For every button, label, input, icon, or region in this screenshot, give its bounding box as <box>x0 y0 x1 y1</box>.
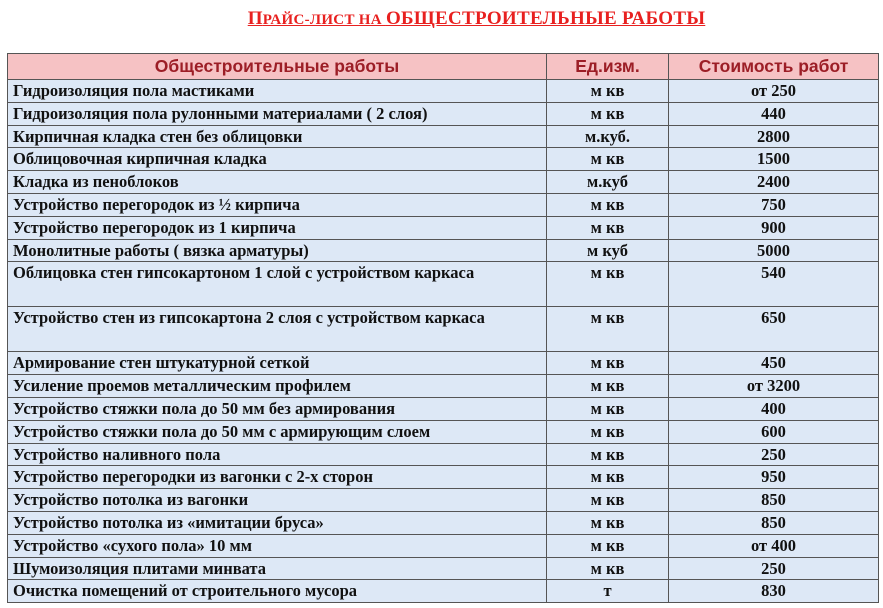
table-row <box>8 80 879 103</box>
table-row <box>8 534 879 557</box>
row-name: Гидроизоляция пола мастиками <box>8 80 547 103</box>
table-row <box>8 193 879 216</box>
row-cost: 850 <box>669 489 879 512</box>
table-row <box>8 443 879 466</box>
table-row <box>8 489 879 512</box>
row-name: Облицовочная кирпичная кладка <box>8 148 547 171</box>
table-row <box>8 352 879 375</box>
row-cost: 400 <box>669 397 879 420</box>
table-row <box>8 171 879 194</box>
table-header-row <box>8 54 879 80</box>
row-name: Устройство перегородок из 1 кирпича <box>8 216 547 239</box>
row-unit: м кв <box>547 466 669 489</box>
row-name: Кирпичная кладка стен без облицовки <box>8 125 547 148</box>
table-row <box>8 511 879 534</box>
row-unit: м.куб. <box>547 125 669 148</box>
row-cost: 5000 <box>669 239 879 262</box>
row-name: Устройство наливного пола <box>8 443 547 466</box>
row-name: Армирование стен штукатурной сеткой <box>8 352 547 375</box>
header-unit: Ед.изм. <box>547 54 669 80</box>
page-title <box>0 8 883 30</box>
row-name: Устройство стяжки пола до 50 мм с армирующим слоем <box>8 420 547 443</box>
table-row <box>8 239 879 262</box>
row-name: Облицовка стен гипсокартоном 1 слой с устройством каркаса <box>8 262 547 307</box>
row-unit: м кв <box>547 148 669 171</box>
row-cost: 830 <box>669 580 879 603</box>
row-unit: м кв <box>547 193 669 216</box>
row-name: Устройство стяжки пола до 50 мм без армирования <box>8 397 547 420</box>
row-name: Устройство «сухого пола» 10 мм <box>8 534 547 557</box>
row-unit: м кв <box>547 216 669 239</box>
row-name: Кладка из пеноблоков <box>8 171 547 194</box>
row-unit: м кв <box>547 307 669 352</box>
row-unit: м кв <box>547 102 669 125</box>
row-cost: 440 <box>669 102 879 125</box>
row-cost: 950 <box>669 466 879 489</box>
row-name: Монолитные работы ( вязка арматуры) <box>8 239 547 262</box>
table-row <box>8 125 879 148</box>
header-work: Общестроительные работы <box>8 54 547 80</box>
row-unit: м кв <box>547 375 669 398</box>
row-cost: 1500 <box>669 148 879 171</box>
row-name: Устройство потолка из «имитации бруса» <box>8 511 547 534</box>
table-row <box>8 397 879 420</box>
row-cost: от 400 <box>669 534 879 557</box>
row-unit: м куб <box>547 239 669 262</box>
row-cost: от 250 <box>669 80 879 103</box>
row-cost: от 3200 <box>669 375 879 398</box>
row-cost: 250 <box>669 557 879 580</box>
table-row <box>8 375 879 398</box>
row-name: Устройство перегородки из вагонки с 2-х сторон <box>8 466 547 489</box>
table-row <box>8 216 879 239</box>
row-cost: 540 <box>669 262 879 307</box>
row-unit: м кв <box>547 534 669 557</box>
row-unit: м кв <box>547 420 669 443</box>
row-unit: м кв <box>547 80 669 103</box>
table-row <box>8 420 879 443</box>
table-row <box>8 557 879 580</box>
row-name: Устройство перегородок из ½ кирпича <box>8 193 547 216</box>
row-name: Гидроизоляция пола рулонными материалами ( 2 слоя) <box>8 102 547 125</box>
table-row <box>8 466 879 489</box>
row-unit: м кв <box>547 443 669 466</box>
row-name: Очистка помещений от строительного мусора <box>8 580 547 603</box>
row-unit: м кв <box>547 262 669 307</box>
row-cost: 600 <box>669 420 879 443</box>
title-main-part: ОБЩЕСТРОИТЕЛЬНЫЕ РАБОТЫ <box>385 8 706 29</box>
row-cost: 450 <box>669 352 879 375</box>
row-unit: м кв <box>547 352 669 375</box>
row-cost: 250 <box>669 443 879 466</box>
row-unit: м кв <box>547 557 669 580</box>
table-row <box>8 307 879 352</box>
title-smallcaps-part: РАЙС-ЛИСТ НА <box>262 12 386 28</box>
row-unit: т <box>547 580 669 603</box>
row-cost: 900 <box>669 216 879 239</box>
row-name: Устройство стен из гипсокартона 2 слоя с устройством каркаса <box>8 307 547 352</box>
row-cost: 2400 <box>669 171 879 194</box>
row-unit: м кв <box>547 397 669 420</box>
row-name: Устройство потолка из вагонки <box>8 489 547 512</box>
row-unit: м кв <box>547 511 669 534</box>
header-cost: Стоимость работ <box>669 54 879 80</box>
table-row <box>8 102 879 125</box>
price-table <box>7 53 879 603</box>
table-row <box>8 148 879 171</box>
row-unit: м кв <box>547 489 669 512</box>
row-name: Усиление проемов металлическим профилем <box>8 375 547 398</box>
table-row <box>8 580 879 603</box>
row-cost: 750 <box>669 193 879 216</box>
row-cost: 2800 <box>669 125 879 148</box>
table-row <box>8 262 879 307</box>
row-cost: 850 <box>669 511 879 534</box>
row-unit: м.куб <box>547 171 669 194</box>
row-cost: 650 <box>669 307 879 352</box>
row-name: Шумоизоляция плитами минвата <box>8 557 547 580</box>
title-first-letter: П <box>247 8 263 29</box>
